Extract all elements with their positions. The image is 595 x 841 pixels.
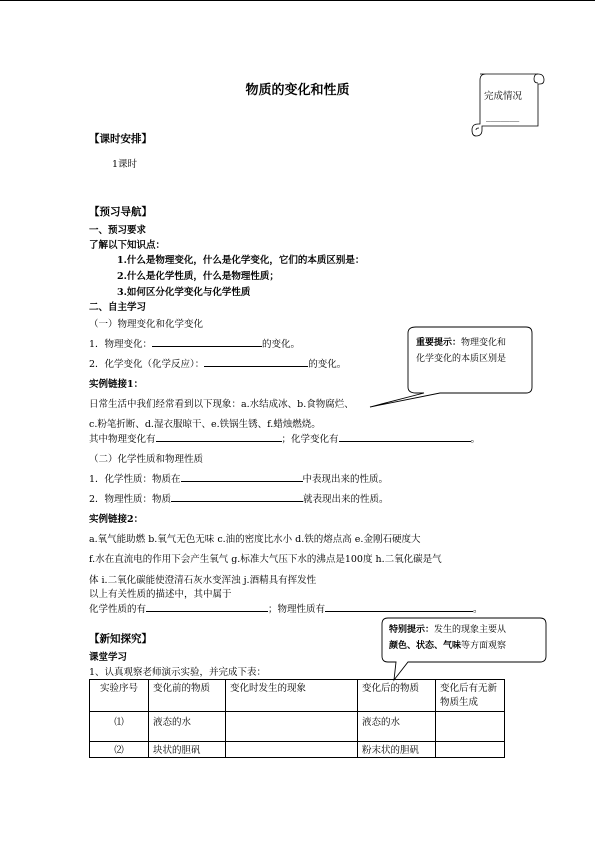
important-tip: 重要提示：物理变化和 化学变化的本质区别是 — [416, 338, 507, 364]
experiment-instruction: 1、认真观察老师演示实验，并完成下表： — [89, 667, 267, 678]
table-cell[interactable] — [226, 712, 358, 742]
page-title: 物质的变化和性质 — [245, 83, 350, 98]
preview-requirement-heading: 一、预习要求 — [89, 225, 147, 236]
knowledge-point-1: 1.什么是物理变化，什么是化学变化，它们的本质区别是： — [117, 255, 365, 266]
example-2-line-1: a.氧气能助燃 b.氧气无色无味 c.油的密度比水小 d.铁的熔点高 e.金刚石硬度大 — [89, 534, 421, 545]
answer-blank[interactable] — [171, 492, 303, 502]
question-chemical-property: 1．化学性质：物质在 中表现出来的性质。 — [89, 474, 389, 485]
section-heading-explore: 【新知探究】 — [89, 633, 152, 645]
table-cell: ⑴ — [90, 712, 149, 742]
answer-blank[interactable] — [204, 357, 308, 367]
knowledge-point-3: 3.如何区分化学变化与化学性质 — [117, 287, 251, 298]
table-cell: 液态的水 — [149, 712, 226, 742]
table-cell: ⑵ — [90, 742, 149, 758]
answer-blank[interactable] — [339, 432, 471, 442]
table-row — [90, 712, 505, 742]
example-1-line-2: c.粉笔折断、d.湿衣服晾干、e.铁锅生锈、f.蜡烛燃烧。 — [89, 419, 321, 430]
table-cell: 粉末状的胆矾 — [358, 742, 436, 758]
completion-blank: _______ — [486, 111, 520, 122]
section-heading-preview: 【预习导航】 — [89, 206, 152, 218]
part2-heading: （二）化学性质和物理性质 — [89, 454, 204, 465]
table-cell[interactable] — [226, 742, 358, 758]
example-2-line-3: 体 i.二氧化碳能使澄清石灰水变浑浊 j.酒精具有挥发性 — [89, 575, 317, 586]
question-physical-change: 1．物理变化： 的变化。 — [89, 339, 301, 350]
table-header-cell: 变化时发生的现象 — [226, 680, 358, 712]
table-cell[interactable] — [436, 712, 505, 742]
table-cell[interactable] — [436, 742, 505, 758]
table-header-cell: 变化后的物质 — [358, 680, 436, 712]
experiment-table — [89, 679, 505, 758]
scroll-icon — [470, 70, 546, 138]
example-2-line-4: 以上有关性质的描述中，其中属于 — [89, 589, 232, 600]
table-row — [90, 742, 505, 758]
example-2-line-2: f.水在直流电的作用下会产生氧气 g.标准大气压下水的沸点是100度 h.二氧化碳是气 — [89, 554, 442, 565]
completion-label: 完成情况 — [484, 91, 523, 102]
example-2-question: 化学性质的有 ；物理性质有 。 — [89, 604, 483, 615]
section-heading-schedule: 【课时安排】 — [89, 133, 152, 145]
self-study-heading: 二、自主学习 — [89, 302, 147, 313]
question-physical-property: 2．物理性质：物质 就表现出来的性质。 — [89, 494, 389, 505]
table-cell: 块状的胆矾 — [149, 742, 226, 758]
example-1-question: 其中物理变化有 ；化学变化有 。 — [89, 434, 481, 445]
preview-intro: 了解以下知识点： — [89, 240, 166, 251]
answer-blank[interactable] — [146, 602, 268, 612]
schedule-content: 1课时 — [112, 159, 138, 170]
example-link-2-title: 实例链接2： — [89, 514, 144, 525]
table-header-cell: 变化后有无新物质生成 — [436, 680, 505, 712]
part1-heading: （一）物理变化和化学变化 — [89, 319, 204, 330]
answer-blank[interactable] — [325, 602, 473, 612]
table-header-row — [90, 680, 505, 712]
example-link-1-title: 实例链接1： — [89, 379, 144, 390]
answer-blank[interactable] — [181, 472, 303, 482]
page-top-border — [0, 0, 595, 1]
answer-blank[interactable] — [156, 432, 282, 442]
table-header-cell: 变化前的物质 — [149, 680, 226, 712]
answer-blank[interactable] — [152, 337, 262, 347]
special-tip: 特别提示：发生的现象主要从 颜色、状态、气味等方面观察 — [389, 625, 507, 651]
table-cell: 液态的水 — [358, 712, 436, 742]
class-study-heading: 课堂学习 — [89, 652, 128, 663]
question-chemical-change: 2．化学变化（化学反应）： 的变化。 — [89, 359, 347, 370]
knowledge-point-2: 2.什么是化学性质，什么是物理性质； — [117, 271, 279, 282]
example-1-line-1: 日常生活中我们经常看到以下现象：a.水结成冰、b.食物腐烂、 — [89, 399, 354, 410]
table-header-cell: 实验序号 — [90, 680, 149, 712]
